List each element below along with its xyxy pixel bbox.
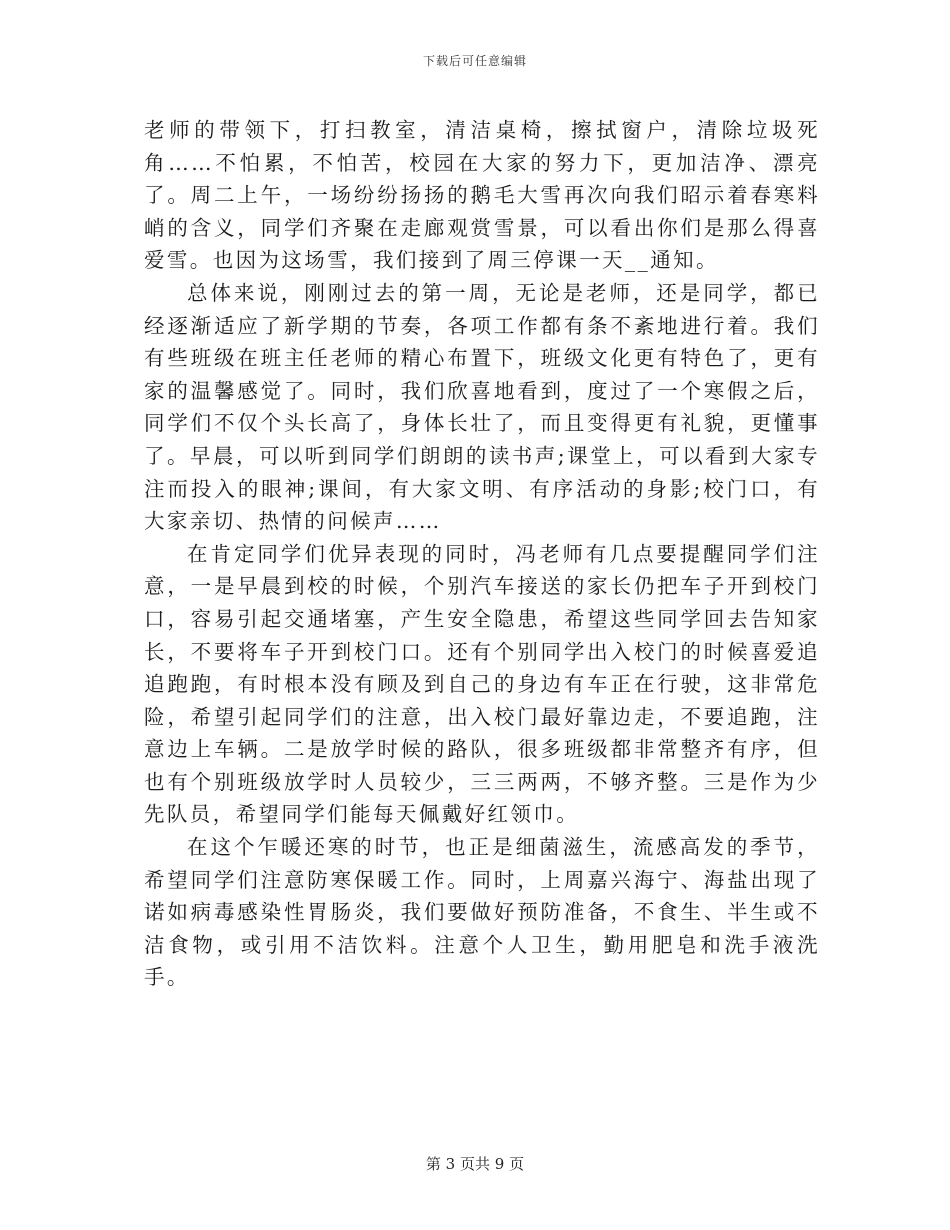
paragraph-1: 老师的带领下，打扫教室，清洁桌椅，擦拭窗户，清除垃圾死角……不怕累，不怕苦，校园在大家的努力下，更加洁净、漂亮了。周二上午，一场纷纷扬扬的鹅毛大雪再次向我们昭示着春寒料峭的含义，同学们齐聚在走廊观赏雪景，可以看出你们是那么得喜爱雪。也因为这场雪，我们接到了周三停课一天__通知。: [144, 118, 820, 273]
page-header: 下载后可任意编辑: [422, 54, 527, 68]
paragraph-3: 在肯定同学们优异表现的同时，冯老师有几点要提醒同学们注意，一是早晨到校的时候，个别汽车接送的家长仍把车子开到校门口，容易引起交通堵塞，产生安全隐患，希望这些同学回去告知家长，不要将车子开到校门口。还有个别同学出入校门的时候喜爱追追跑跑，有时根本没有顾及到自己的身边有车正在行驶，这非常危险，希望引起同学们的注意，出入校门最好靠边走，不要追跑，注意边上车辆。二是放学时候的路队，很多班级都非常整齐有序，但也有个别班级放学时人员较少，三三两两，不够齐整。三是作为少先队员，希望同学们能每天佩戴好红领巾。: [144, 541, 820, 827]
paragraph-4: 在这个乍暖还寒的时节，也正是细菌滋生，流感高发的季节，希望同学们注意防寒保暖工作。同时，上周嘉兴海宁、海盐出现了诺如病毒感染性胃肠炎，我们要做好预防准备，不食生、半生或不洁食物，或引用不洁饮料。注意个人卫生，勤用肥皂和洗手液洗手。: [144, 835, 820, 990]
page-number: 第 3 页共 9 页: [425, 1155, 525, 1173]
document-body: [144, 114, 820, 994]
paragraph-2: 总体来说，刚刚过去的第一周，无论是老师，还是同学，都已经逐渐适应了新学期的节奏，各项工作都有条不紊地进行着。我们有些班级在班主任老师的精心布置下，班级文化更有特色了，更有家的温馨感觉了。同时，我们欣喜地看到，度过了一个寒假之后，同学们不仅个头长高了，身体长壮了，而且变得更有礼貌，更懂事了。早晨，可以听到同学们朗朗的读书声;课堂上，可以看到大家专注而投入的眼神;课间，有大家文明、有序活动的身影;校门口，有大家亲切、热情的问候声……: [144, 280, 820, 534]
